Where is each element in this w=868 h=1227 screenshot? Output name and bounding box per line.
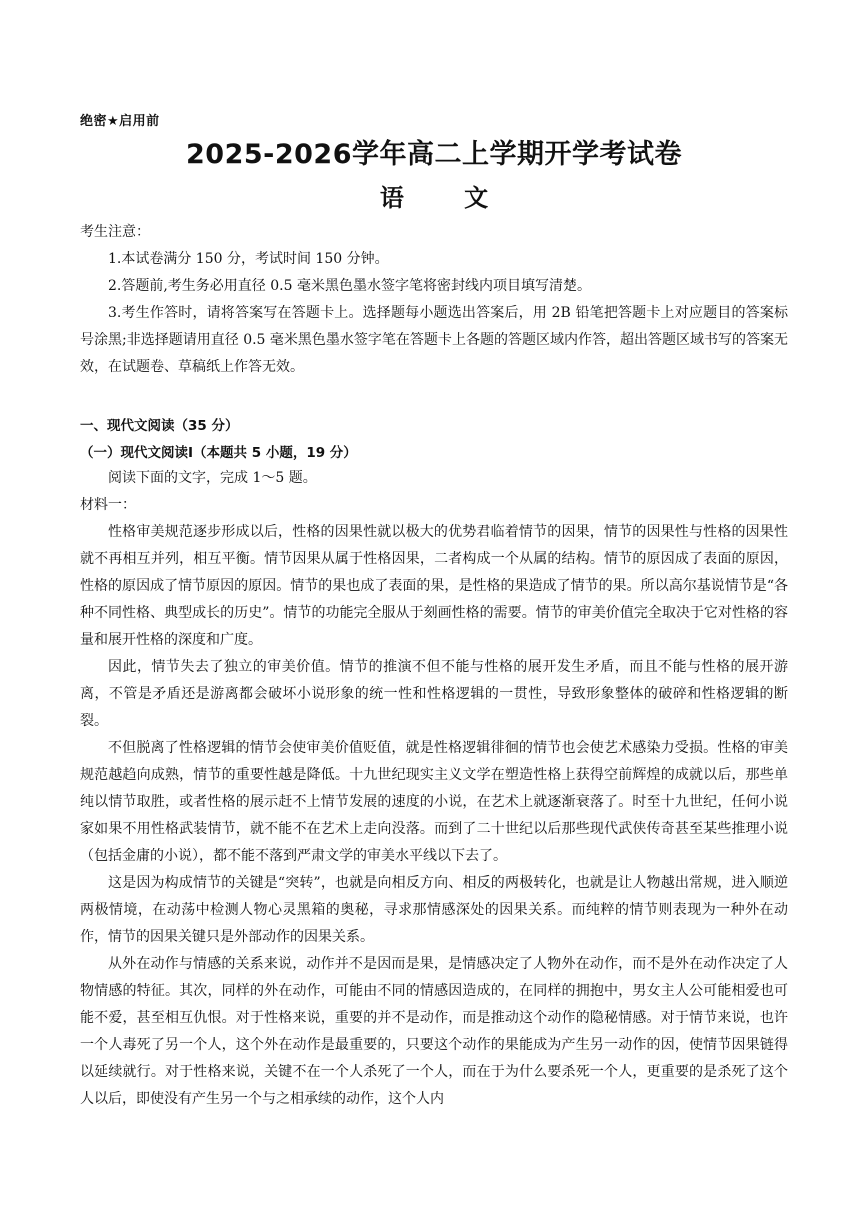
passage-paragraph: 不但脱离了性格逻辑的情节会使审美价值贬值，就是性格逻辑徘徊的情节也会使艺术感染力受损。性格的审美规范越趋向成熟，情节的重要性越是降低。十九世纪现实主义文学在塑造性格上获得空前辉煌的成就以后，那些单纯以情节取胜，或者性格的展示赶不上情节发展的速度的小说，在艺术上就逐渐衰落了。时至十九世纪，任何小说家如果不用性格武装情节，就不能不在艺术上走向没落。而到了二十世纪以后那些现代武侠传奇甚至某些推理小说（包括金庸的小说），都不能不落到严肃文学的审美水平线以下去了。 bbox=[80, 740, 788, 864]
confidential-mark: 绝密★启用前 bbox=[80, 114, 160, 129]
notice-heading: 考生注意： bbox=[80, 224, 150, 240]
section-heading-part1: 一、现代文阅读（35 分） bbox=[80, 418, 239, 434]
notice-item: 2.答题前,考生务必用直径 0.5 毫米黑色墨水签字笔将密封线内项目填写清楚。 bbox=[108, 278, 591, 294]
passage-paragraph: 从外在动作与情感的关系来说，动作并不是因而是果，是情感决定了人物外在动作，而不是外在动作决定了人物情感的特征。其次，同样的外在动作，可能由不同的情感因造成的，在同样的拥抱中，男女主人公可能相爱也可能不爱，甚至相互仇恨。对于性格来说，重要的并不是动作，而是推动这个动作的隐秘情感。对于情节来说，也许一个人毒死了另一个人，这个外在动作是最重要的，只要这个动作的果能成为产生另一动作的因，使情节因果链得以延续就行。对于性格来说，关键不在一个人杀死了一个人，而在于为什么要杀死一个人，更重要的是杀死了这个人以后，即使没有产生另一个与之相承续的动作，这个人内 bbox=[80, 956, 788, 1107]
passage-paragraph: 因此，情节失去了独立的审美价值。情节的推演不但不能与性格的展开发生矛盾，而且不能与性格的展开游离，不管是矛盾还是游离都会破坏小说形象的统一性和性格逻辑的一贯性，导致形象整体的破碎和性格逻辑的断裂。 bbox=[80, 659, 788, 729]
reading-instruction: 阅读下面的文字，完成 1～5 题。 bbox=[108, 470, 317, 486]
section-heading-reading1: （一）现代文阅读Ⅰ（本题共 5 小题，19 分） bbox=[80, 445, 357, 461]
notice-item: 3.考生作答时，请将答案写在答题卡上。选择题每小题选出答案后，用 2B 铅笔把答题卡上对应题目的答案标号涂黑;非选择题请用直径 0.5 毫米黑色墨水签字笔在答题卡上各题的答题区域内作答，超出答题区域书写的答案无效，在试题卷、草稿纸上作答无效。 bbox=[80, 305, 788, 375]
notice-list bbox=[80, 246, 788, 381]
passage-paragraph: 性格审美规范逐步形成以后，性格的因果性就以极大的优势君临着情节的因果，情节的因果性与性格的因果性就不再相互并列，相互平衡。情节因果从属于性格因果，二者构成一个从属的结构。情节的原因成了表面的原因，性格的原因成了情节原因的原因。情节的果也成了表面的果，是性格的果造成了情节的果。所以高尔基说情节是“各种不同性格、典型成长的历史”。情节的功能完全服从于刻画性格的需要。情节的审美价值完全取决于它对性格的容量和展开性格的深度和广度。 bbox=[80, 524, 788, 648]
material-label: 材料一： bbox=[80, 497, 136, 513]
exam-title: 2025-2026学年高二上学期开学考试卷 bbox=[186, 139, 682, 170]
subject-title: 语 文 bbox=[379, 184, 515, 212]
reading-passage bbox=[80, 465, 788, 1113]
passage-paragraph: 这是因为构成情节的关键是“突转”，也就是向相反方向、相反的两极转化，也就是让人物越出常规，进入顺逆两极情境，在动荡中检测人物心灵黑箱的奥秘，寻求那情感深处的因果关系。而纯粹的情节则表现为一种外在动作，情节的因果关键只是外部动作的因果关系。 bbox=[80, 875, 788, 945]
notice-item: 1.本试卷满分 150 分，考试时间 150 分钟。 bbox=[108, 251, 389, 267]
